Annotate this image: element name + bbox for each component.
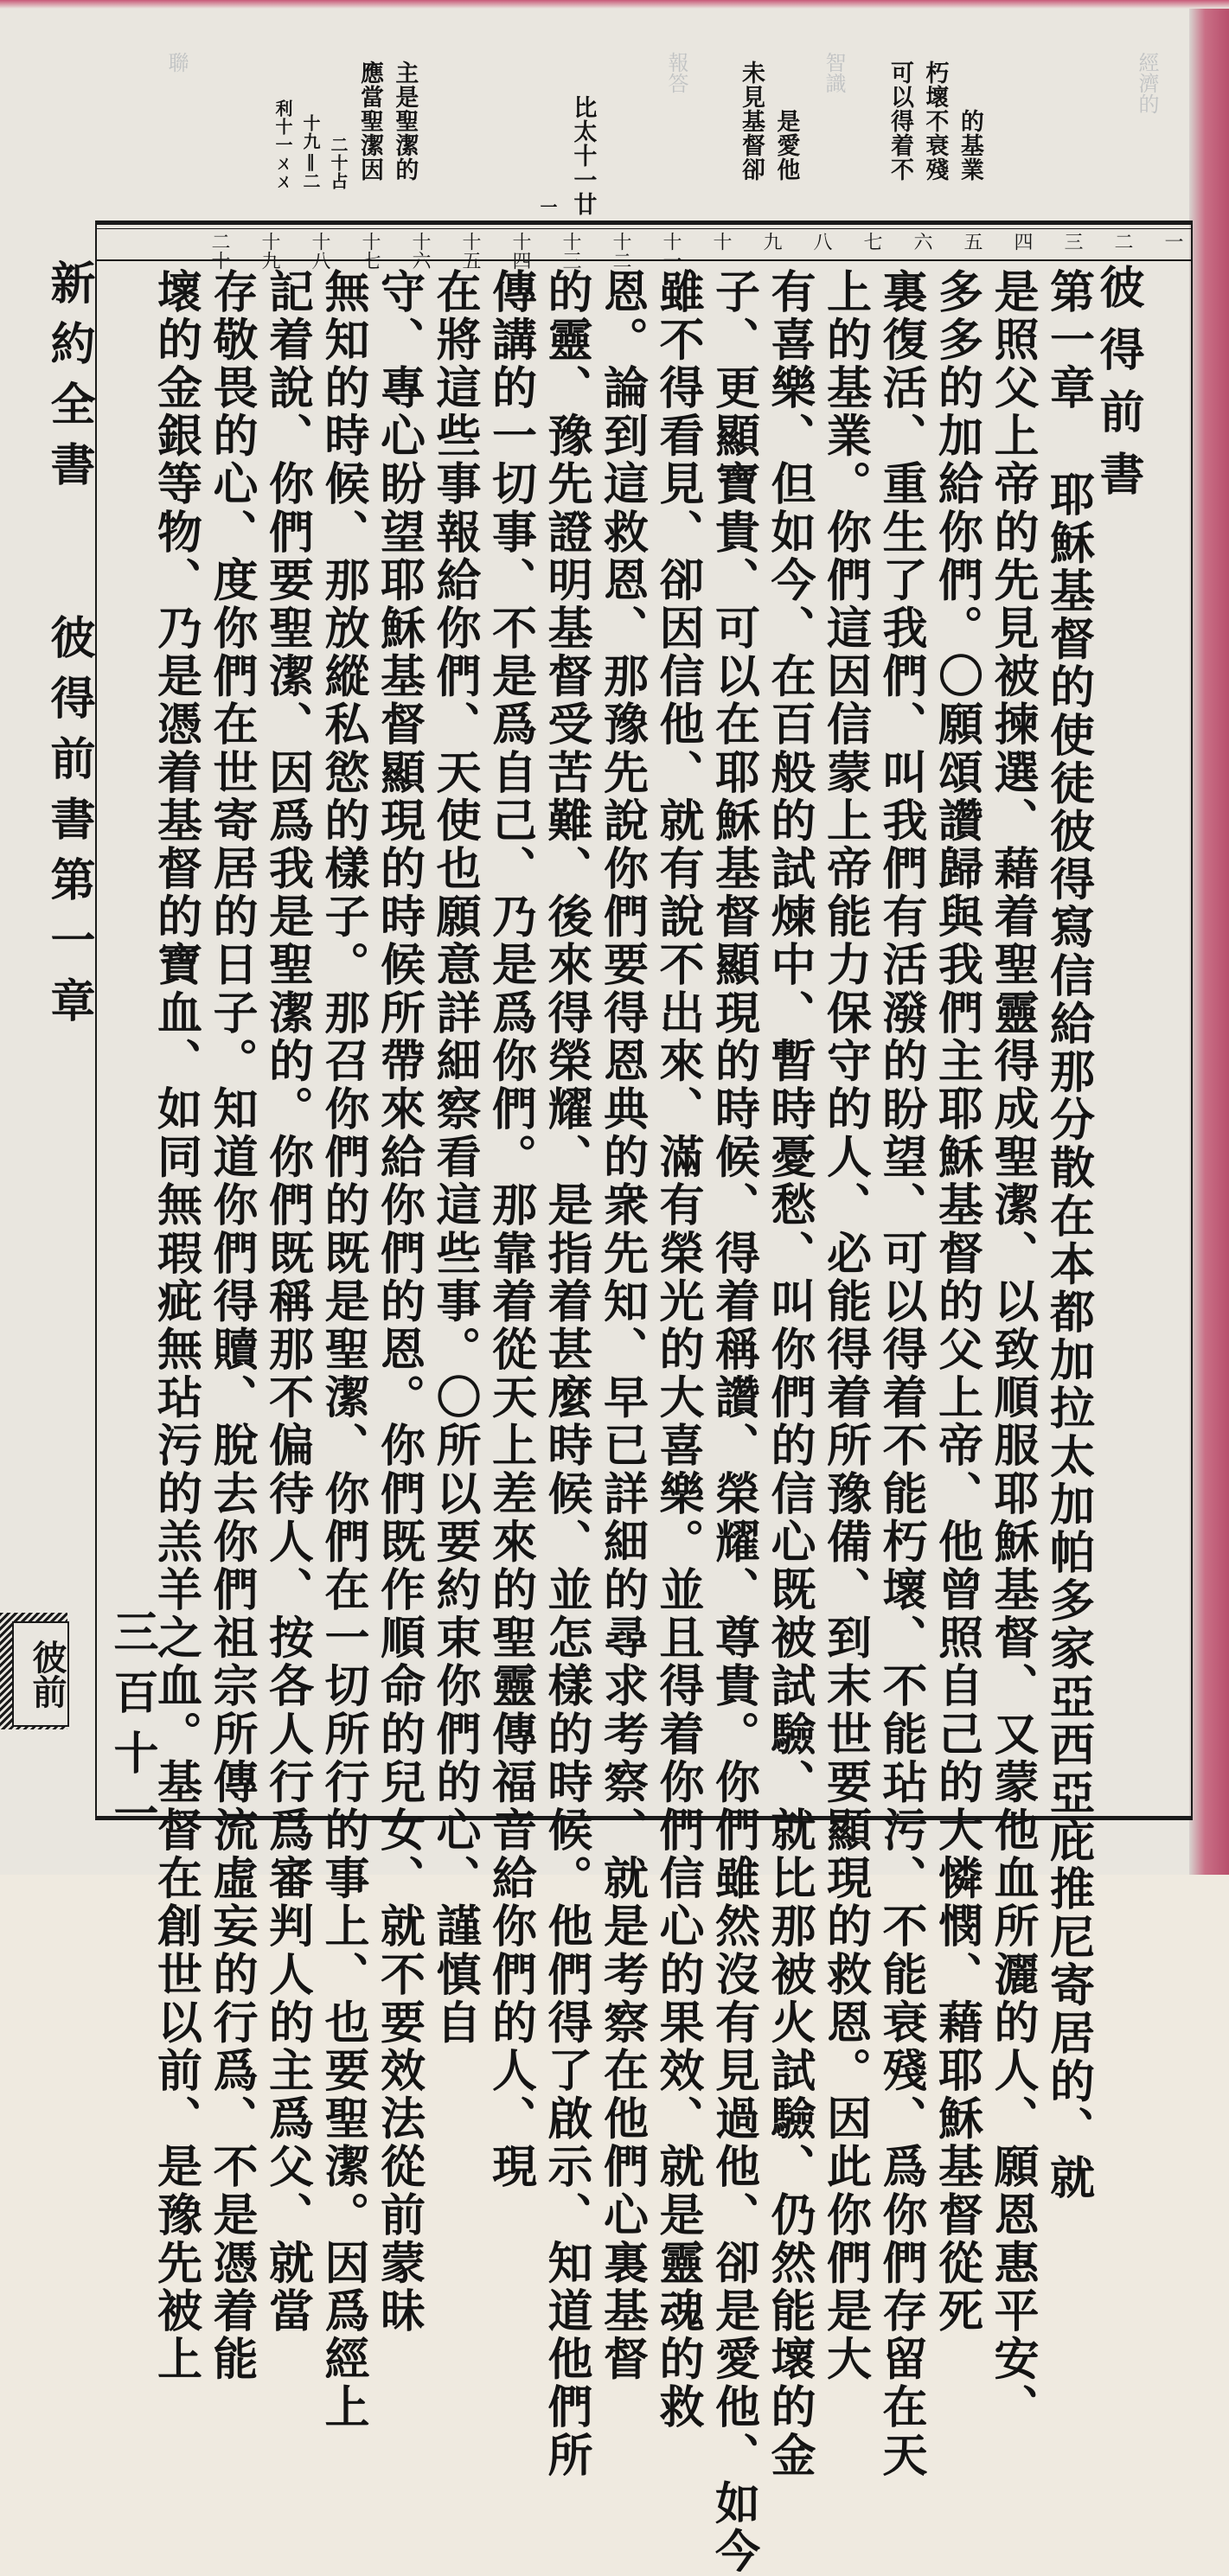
margin-note-1: [887, 61, 983, 188]
scripture-text-block: [147, 264, 1150, 2576]
line-number-label: 九: [760, 232, 782, 251]
margin-note-2: [738, 61, 798, 188]
line-number: [1150, 232, 1194, 255]
margin-note-line: 利十一ㄨㄨ: [272, 99, 293, 190]
text-line: 的靈、豫先證明基督受苦難、後來得榮耀、是指着甚麼時候、並怎樣的時候。他們得了啟示、知道他們所: [540, 268, 592, 2480]
margin-note-line: 是愛他: [772, 109, 800, 182]
frame-rule: [95, 228, 1193, 229]
running-header-book: 彼得前書: [42, 614, 95, 856]
bleed-through-text: 聯: [164, 52, 189, 73]
line-number: [899, 232, 943, 255]
line-number-label: 十: [710, 232, 732, 251]
text-line: 記着說、你們要聖潔、因爲我是聖潔的。你們既稱那不偏待人、按各人行爲審判人的主爲父、就當: [260, 268, 314, 2336]
text-line: 守、專心盼望耶穌基督顯現的時候所帶來給你們的恩。你們既作順命的兒女、就不要效法從前蒙昧: [372, 268, 426, 2336]
text-line: 在將這些事報給你們、天使也願意詳細察看這些事。〇所以要約束你們的心、謹慎自: [428, 268, 481, 2048]
margin-note-3: [534, 95, 595, 222]
line-number: [950, 232, 993, 255]
margin-note-line: 一: [537, 198, 558, 216]
book-title: 彼得前書: [1091, 264, 1144, 513]
line-number-label: 十六: [409, 232, 431, 270]
text-line: 裏復活、重生了我們、叫我們有活潑的盼望、可以得着不能朽壞、不能玷污、不能衰殘、爲你們存留在天: [874, 268, 927, 2480]
line-number-label: 五: [961, 232, 983, 251]
margin-note-line: 二十占: [327, 136, 349, 190]
line-number: [1100, 232, 1143, 255]
line-number: [799, 232, 842, 255]
line-number-label: 三: [1061, 232, 1083, 251]
line-number: [749, 232, 792, 255]
bleed-through-text: 報答: [664, 52, 688, 93]
text-line: 存敬畏的心、度你們在世寄居的日子。知道你們得贖、脫去你們祖宗所傳流虛妄的行爲、不是憑着能: [205, 268, 258, 2384]
chapter-heading: 第一章: [1041, 268, 1095, 412]
line-number-label: 十八: [309, 232, 330, 270]
thumb-tab-label: 彼前: [12, 1621, 69, 1727]
line-number-label: 十四: [509, 232, 531, 270]
margin-note-line: 未見基督卻: [738, 61, 765, 182]
line-number-label: 十九: [259, 232, 280, 270]
bleed-through-text: 智識: [822, 52, 846, 93]
line-number: [1000, 232, 1043, 255]
margin-note-line: 十九‖二: [299, 114, 321, 190]
line-number: [699, 232, 742, 255]
line-number-label: 十三: [560, 232, 581, 270]
text-line: 子、更顯寶貴、可以在耶穌基督顯現的時候、得着稱讚、榮耀、尊貴。你們雖然沒有見過他、卻是愛他、如今: [707, 268, 760, 2576]
margin-note-line: 可以得着不: [887, 61, 913, 182]
line-number-label: 一: [1162, 232, 1183, 251]
margin-note-line: 主是聖潔的: [391, 61, 419, 182]
line-number-label: 六: [911, 232, 932, 251]
margin-note-4: [356, 61, 417, 188]
page-number: 三百十一: [106, 1608, 158, 1851]
text-line: 上的基業。你們這因信蒙上帝能力保守的人、必能得着所豫備、到末世要顯現的救恩。因此你們是大: [818, 268, 872, 2384]
line-number-label: 二十: [208, 232, 230, 270]
text-line: 耶穌基督的使徒彼得寫信給那分散在本都加拉太加帕多家亞西亞庇推尼寄居的、就: [1041, 471, 1095, 2202]
text-line: 有喜樂、但如今、在百般的試煉中、暫時憂愁、叫你們的信心既被試驗、就比那被火試驗、仍然能壞的金: [763, 268, 816, 2480]
text-line: 壞的金銀等物、乃是憑着基督的寶血、如同無瑕疵無玷污的羔羊之血。基督在創世以前、是豫先被上: [149, 268, 202, 2384]
margin-note-line: 的基業: [956, 109, 983, 182]
margin-note-line: 比太十一廿: [569, 95, 597, 216]
text-line: 傳講的一切事、不是爲自己、乃是爲你們。那靠着從天上差來的聖靈傳福音給你們的人、現: [483, 268, 537, 2191]
line-number-label: 二: [1111, 232, 1133, 251]
line-number-label: 十五: [459, 232, 481, 270]
book-spine-edge: [1189, 0, 1229, 1875]
line-number-label: 八: [810, 232, 832, 251]
text-line: 多多的加給你們。〇願頌讚歸與我們主耶穌基督的父上帝、他曾照自己的大憐憫、藉耶穌基督從死: [930, 268, 983, 2336]
text-line: 是照父上帝的先見被揀選、藉着聖靈得成聖潔、以致順服耶穌基督、又蒙他血所灑的人、願恩惠平安、: [986, 268, 1039, 2432]
line-number: [1050, 232, 1093, 255]
running-header-chapter: 第一章: [42, 856, 95, 1038]
text-line: 無知的時候、那放縱私慾的樣子。那召你們的既是聖潔、你們在一切所行的事上、也要聖潔。因爲經上: [317, 268, 369, 2432]
bleed-through-text: 經濟的: [1135, 52, 1159, 114]
line-number-label: 十一: [660, 232, 682, 270]
line-number-label: 七: [861, 232, 882, 251]
text-line: 恩。論到這救恩、那豫先說你們要得恩典的衆先知、早已詳細的尋求考察、就是考察在他們心裏基督: [595, 268, 649, 2384]
margin-note-line: 朽壞不衰殘: [921, 61, 949, 182]
line-number: [849, 232, 893, 255]
line-number-label: 十七: [359, 232, 381, 270]
margin-note-5: [272, 99, 349, 195]
margin-note-line: 應當聖潔因: [356, 61, 383, 182]
text-line: 雖不得看見、卻因信他、就有說不出來、滿有榮光的大喜樂。並且得着你們信心的果效、就是靈魂的救: [651, 268, 704, 2432]
line-number-label: 四: [1011, 232, 1033, 251]
page-top-edge: [0, 0, 1229, 9]
running-header-collection: 新約全書: [42, 259, 95, 502]
line-number-label: 十二: [610, 232, 631, 270]
